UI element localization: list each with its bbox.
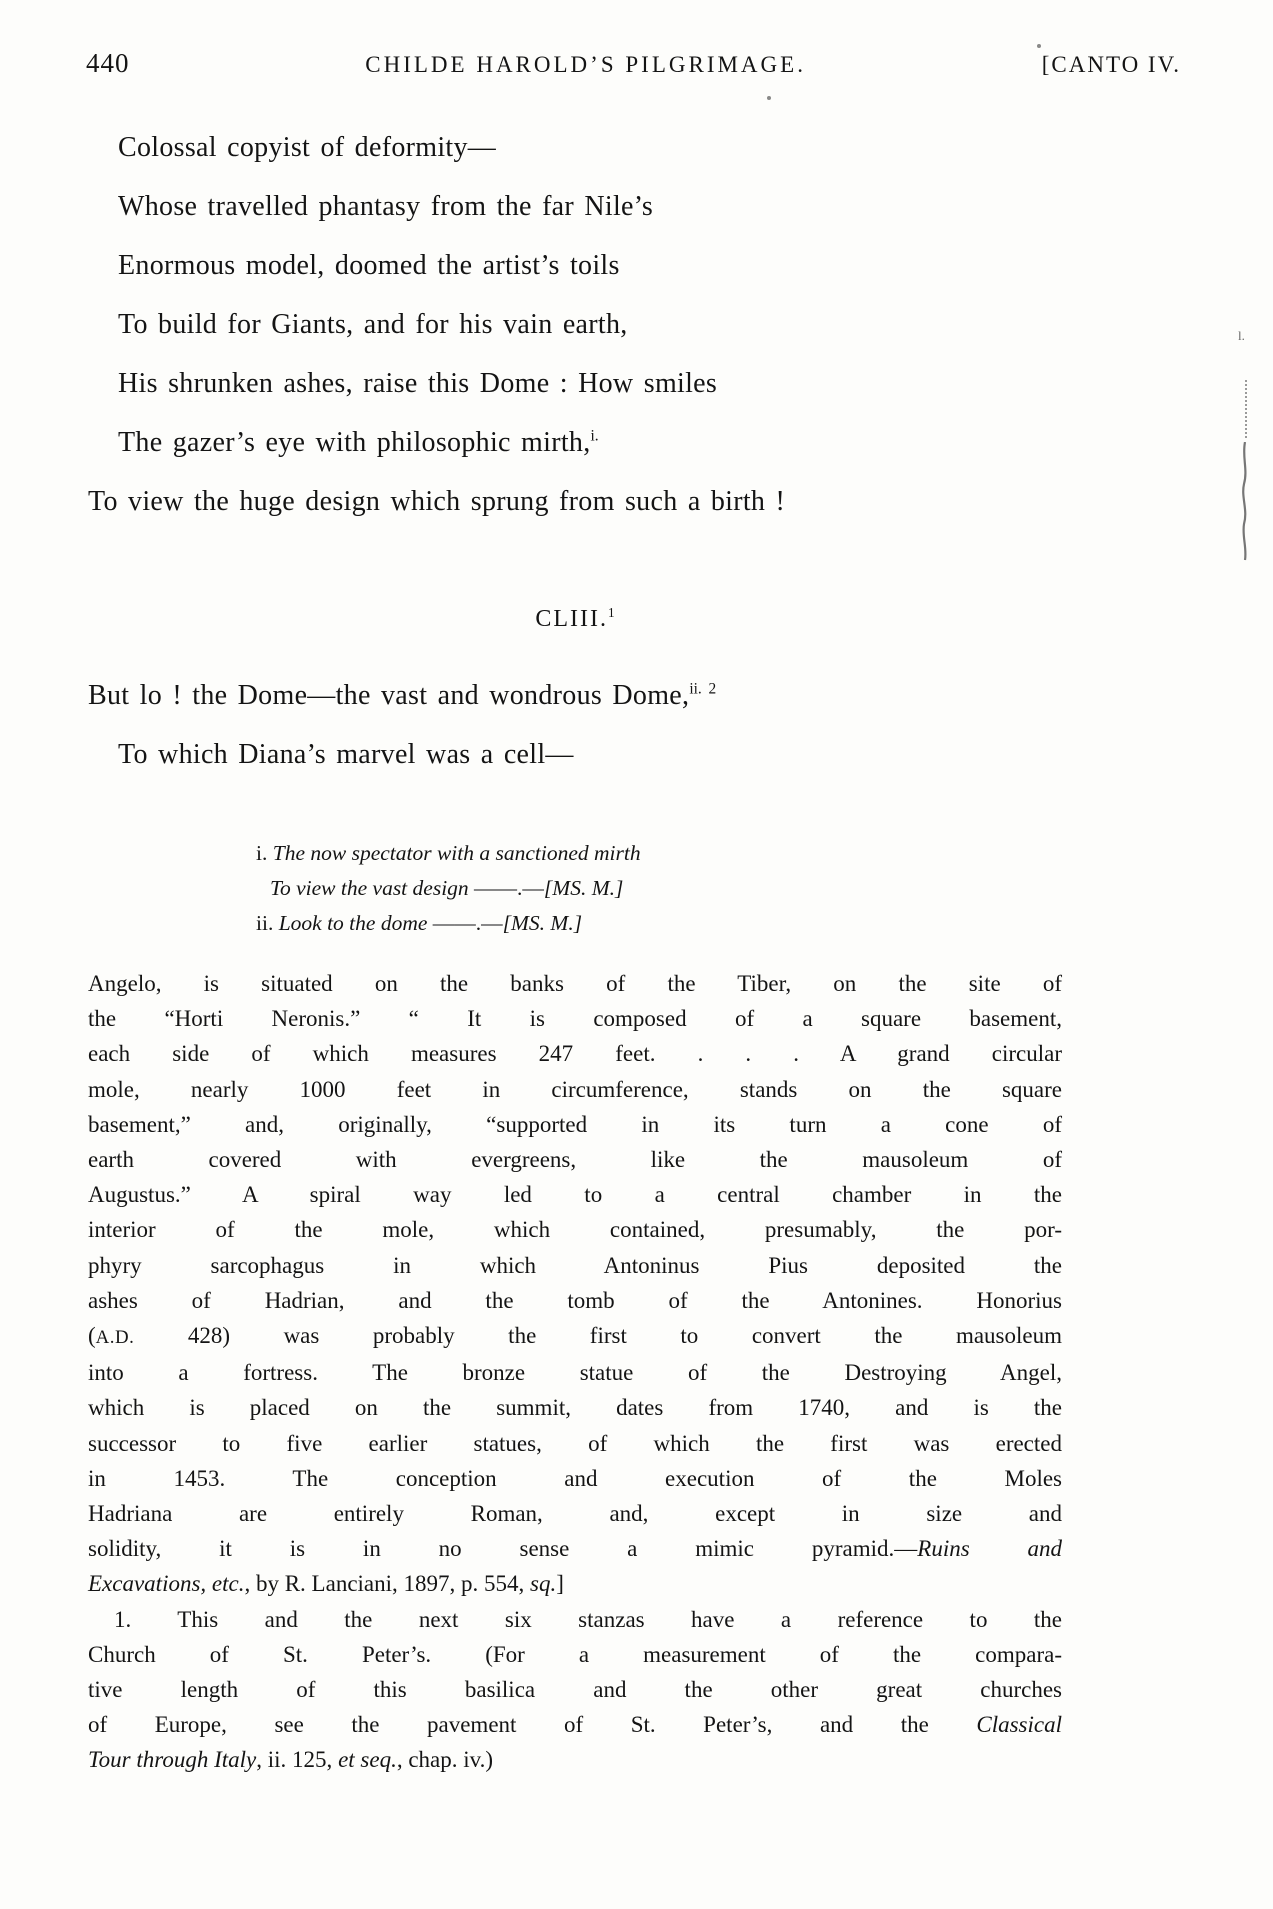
running-title: CHILDE HAROLD’S PILGRIMAGE. [365, 52, 806, 77]
editorial-footnote [88, 966, 1062, 1778]
scan-squiggle-mark [1240, 442, 1250, 562]
footnote-line: of Europe, see the pavement of St. Peter’s, and the Classical [88, 1712, 1062, 1738]
poem-line: To view the huge design which sprung from such a birth ! [88, 486, 786, 517]
footnote-line: phyry sarcophagus in which Antoninus Pius deposited the [88, 1252, 1062, 1278]
poem-line: Enormous model, doomed the artist’s toils [118, 250, 620, 281]
footnote-line: Tour through Italy, ii. 125, et seq., chap. iv.) [88, 1747, 494, 1773]
footnote-line: Church of St. Peter’s. (For a measurement of the compara- [88, 1641, 1062, 1667]
footnote-line: interior of the mole, which contained, presumably, the por- [88, 1217, 1062, 1243]
footnote-line: into a fortress. The bronze statue of the Destroying Angel, [88, 1360, 1062, 1386]
poem-line: The gazer’s eye with philosophic mirth,$^{i.}$ [118, 427, 599, 458]
poem-line: His shrunken ashes, raise this Dome : How smiles [118, 368, 718, 399]
footnote-line: solidity, it is in no sense a mimic pyramid.—Ruins and [88, 1536, 1063, 1562]
stanza-heading [88, 606, 1062, 633]
scan-dotted-mark [1245, 380, 1247, 438]
poem-line: Colossal copyist of deformity— [118, 132, 497, 163]
page-number: 440 [86, 48, 130, 78]
variant-note-line: To view the vast design ——.—[MS. M.] [270, 876, 624, 900]
footnote-line: (A.D. 428) was probably the first to convert the mausoleum [88, 1323, 1062, 1349]
footnote-line: tive length of this basilica and the other great churches [88, 1677, 1062, 1703]
footnote-line: basement,” and, originally, “supported in its turn a cone of [88, 1111, 1062, 1137]
variant-note-line: i. The now spectator with a sanctioned mirth [256, 841, 641, 865]
canto-label: [CANTO IV. [1041, 52, 1181, 77]
margin-mark: l. [1238, 328, 1245, 343]
footnote-line: 1. This and the next six stanzas have a reference to the [114, 1606, 1062, 1632]
footnote-line: ashes of Hadrian, and the tomb of the Antonines. Honorius [88, 1287, 1062, 1313]
footnote-line: Angelo, is situated on the banks of the Tiber, on the site of [88, 971, 1062, 996]
footnote-line: each side of which measures 247 feet. . . . A grand circular [88, 1041, 1062, 1067]
poem-line: But lo ! the Dome—the vast and wondrous Dome,$^{ii. 2}$ [88, 680, 717, 711]
poem-line: Whose travelled phantasy from the far Nile’s [118, 191, 654, 222]
footnote-line: which is placed on the summit, dates from 1740, and is the [88, 1395, 1062, 1421]
footnote-line: earth covered with evergreens, like the mausoleum of [88, 1147, 1062, 1173]
stanza-note-ref: 1 [608, 605, 615, 620]
page-header [86, 48, 1181, 79]
footnote-line: Hadriana are entirely Roman, and, except in size and [88, 1501, 1062, 1527]
manuscript-variant-notes [256, 836, 641, 941]
footnote-line: Augustus.” A spiral way led to a central chamber in the [88, 1182, 1062, 1208]
poem-line: To build for Giants, and for his vain earth, [118, 309, 628, 340]
stanza-cliii [88, 666, 1078, 784]
scan-speck [767, 96, 771, 100]
footnote-line: mole, nearly 1000 feet in circumference, stands on the square [88, 1076, 1062, 1102]
stanza-clii-end [88, 118, 1078, 531]
variant-note-line: ii. Look to the dome ——.—[MS. M.] [256, 911, 583, 935]
footnote-line: the “Horti Neronis.” “ It is composed of a square basement, [88, 1006, 1062, 1032]
footnote-line: successor to five earlier statues, of which the first was erected [88, 1430, 1062, 1456]
stanza-numeral: CLIII. [535, 606, 609, 632]
footnote-line: Excavations, etc., by R. Lanciani, 1897, p. 554, sq.] [88, 1571, 564, 1597]
poem-line: To which Diana’s marvel was a cell— [118, 739, 574, 770]
footnote-line: in 1453. The conception and execution of the Moles [88, 1465, 1062, 1491]
